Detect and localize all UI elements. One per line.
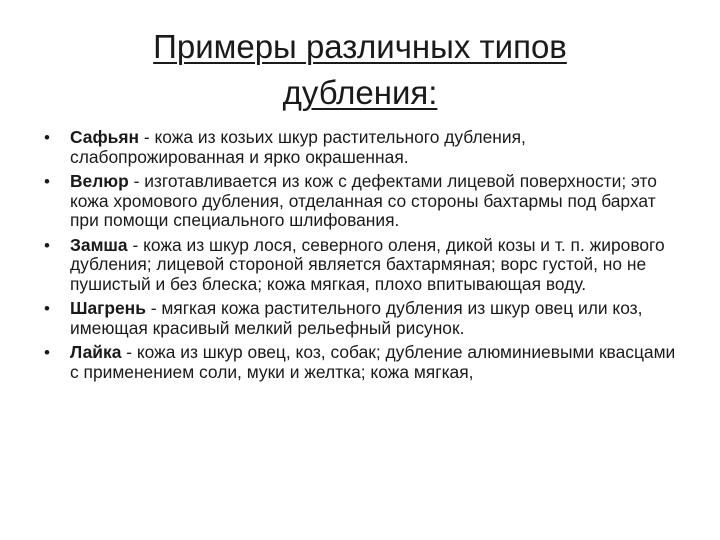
bullet-item-velyur [44,172,684,231]
bullet-dot-icon: • [44,299,50,318]
bullet-dot-icon: • [44,235,50,255]
term-safyan: Сафьян [70,127,140,147]
bullet-dot-icon: • [44,343,50,362]
bullet-item-shagren [44,299,684,338]
definition-safyan: - кожа из козьих шкур растительного дубления, слабопрожированная и ярко окрашенная. [70,127,526,167]
definition-layka: - кожа из шкур овец, коз, собак; дубление алюминиевыми квасцами с применением соли, муки и желтка; кожа мягкая, [70,342,676,382]
bullet-item-layka [44,343,684,382]
term-shagren: Шагрень [70,298,146,318]
definition-shagren: - мягкая кожа растительного дубления из шкур овец или коз, имеющая красивый мелкий рельефный рисунок. [70,298,643,338]
term-zamsha: Замша [70,234,128,255]
bullet-list [44,128,684,387]
bullet-dot-icon: • [44,128,50,147]
definition-velyur: - изготавливается из кож с дефектами лицевой поверхности; это кожа хромового дубления, отделанная со стороны бахтармы под бархат при помощи специального шлифования. [70,171,657,230]
term-velyur: Велюр [70,171,129,191]
bullet-item-zamsha [44,236,684,295]
bullet-item-safyan [44,128,684,167]
title-line-1: Примеры различных типов [153,28,567,65]
title-line-2: дубления: [282,74,438,111]
definition-zamsha: - кожа из шкур лося, северного оленя, дикой козы и т. п. жирового дубления; лицевой стороной является бахтармяная; ворс густой, но не пушистый и без блеска; кожа мягкая, плохо впитывающая воду. [70,234,665,294]
term-layka: Лайка [70,342,122,362]
bullet-dot-icon: • [44,172,50,191]
slide-title [110,24,610,116]
